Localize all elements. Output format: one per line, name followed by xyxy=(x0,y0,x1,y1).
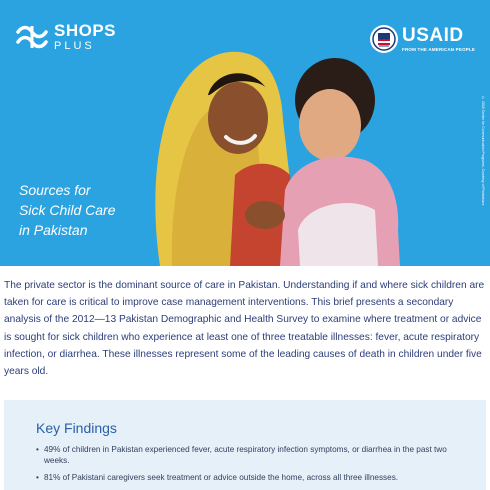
key-findings-list xyxy=(36,444,456,489)
key-findings-title: Key Findings xyxy=(36,420,117,436)
title-line-2: Sick Child Care xyxy=(19,202,116,218)
shops-logo-line2: PLUS xyxy=(54,40,95,52)
list-item: • 81% of Pakistani caregivers seek treatment or advice outside the home, across all three illnesses. xyxy=(36,472,456,483)
title-line-1: Sources for xyxy=(19,182,91,198)
photo-credit: © 2016 Center for Communication Programs, Courtesy of Photoshare xyxy=(481,96,485,206)
shops-plus-logo xyxy=(14,22,116,52)
page-title xyxy=(19,180,115,240)
list-item: • 49% of children in Pakistan experienced fever, acute respiratory infection symptoms, or diarrhea in the past two weeks. xyxy=(36,444,456,466)
shops-plus-mark-icon xyxy=(14,22,50,52)
title-line-3: in Pakistan xyxy=(19,222,88,238)
usaid-wordmark: USAID xyxy=(402,25,464,46)
key-findings-box xyxy=(4,400,486,490)
intro-paragraph: The private sector is the dominant source of care in Pakistan. Understanding if and where sick children are taken for care is critical to improve case management interventions. This brief presents a secondary analysis of the 2012—13 Pakistan Demographic and Health Survey to examine where treatment or advice is sought for sick children who experience at least one of three treatable illnesses: fever, acute respiratory infection, or diarrhea. These illnesses represent some of the leading causes of death in children under five years old. xyxy=(4,280,485,378)
usaid-logo xyxy=(369,24,475,54)
usaid-tagline: FROM THE AMERICAN PEOPLE xyxy=(402,47,476,52)
usaid-seal-icon xyxy=(369,24,399,54)
shops-logo-line1: SHOPS xyxy=(54,21,117,40)
